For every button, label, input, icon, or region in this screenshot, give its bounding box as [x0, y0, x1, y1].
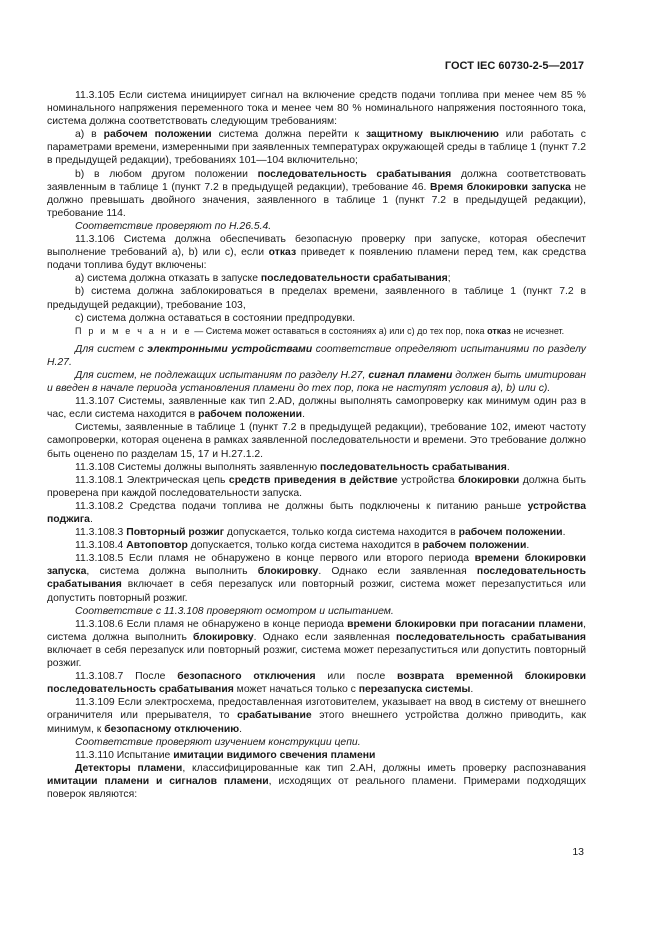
text-run: — Система может оставаться в состояниях a) или c) до тех пор, пока: [191, 325, 488, 336]
text-run: последовательности срабатывания: [260, 273, 448, 285]
text-run: 11.3.108.4: [75, 540, 127, 552]
text-run: имитации видимого свечения пламени: [173, 749, 376, 761]
text-run: последовательность срабатывания: [320, 461, 507, 473]
paragraph: [47, 89, 586, 128]
paragraph: [47, 220, 586, 233]
text-run: система должна перейти к: [211, 129, 367, 141]
text-run: отказ: [268, 247, 297, 259]
paragraph: [47, 500, 586, 526]
text-run: рабочем положении: [458, 527, 563, 539]
text-run: 11.3.108.2 Средства подачи топлива не должны быть подключены к питанию раньше: [75, 500, 528, 512]
text-run: 11.3.109 Если электросхема, предоставленная изготовителем, указывает на ввод в систему от внешнего ограничителя или прерывателя, то: [47, 697, 586, 722]
text-run: блокировку: [257, 566, 319, 578]
text-run: безопасного отключения: [177, 671, 316, 683]
text-run: Повторный розжиг: [126, 527, 225, 539]
paragraph: [47, 526, 586, 539]
text-run: , система должна выполнить: [86, 566, 258, 578]
text-run: , классифицированные как тип 2.AH, должны иметь проверку распознавания: [182, 762, 587, 774]
document-body: [47, 89, 586, 801]
text-run: приведет к появлению пламени перед тем, как средства подачи топлива будут включены:: [47, 247, 586, 272]
text-run: защитному выключению: [366, 129, 499, 141]
text-run: должен быть имитирован и введен в начале периода установления пламени до тех пор, пока не наступят условия a), b) или c).: [47, 369, 586, 395]
text-run: a) система должна отказать в запуске: [75, 273, 261, 285]
text-run: c) система должна оставаться в состоянии предпродувки.: [75, 312, 356, 324]
text-run: П р и м е ч а н и е: [75, 325, 192, 336]
paragraph: [47, 539, 586, 552]
paragraph: [47, 325, 586, 338]
text-run: устройства: [397, 474, 459, 486]
paragraph: [47, 461, 586, 474]
text-run: допускается, только когда система находится в: [187, 540, 423, 552]
text-run: .: [562, 527, 566, 539]
text-run: 11.3.108.1 Электрическая цепь: [75, 474, 229, 486]
paragraph: [47, 128, 586, 167]
paragraph: [47, 395, 586, 421]
paragraph: [47, 605, 586, 618]
text-run: допускается, только когда система находится в: [224, 527, 459, 539]
paragraph: [47, 762, 586, 801]
text-run: должна быть проверена при каждой последовательности запуска.: [47, 474, 586, 499]
text-run: средств приведения в действие: [228, 474, 398, 486]
text-run: . Однако если заявленная: [318, 566, 477, 578]
text-run: a) в: [75, 129, 104, 141]
text-run: .: [239, 723, 242, 735]
text-run: соответствие определяют испытаниями по разделу Н.27.: [47, 343, 586, 368]
text-run: 11.3.108.6 Если пламя не обнаружено в конце периода: [75, 618, 348, 630]
document-header: ГОСТ IEC 60730-2-5—2017: [444, 60, 584, 72]
text-run: , исходящих от реального пламени. Примерами подходящих поверок являются:: [47, 775, 586, 800]
text-run: Системы, заявленные в таблице 1 (пункт 7.2 в предыдущей редакции), требование 102, имеют частоту самопроверки, которая оценена в рамках заявленной последовательности и времени. Это требование должно быть оценено по разделам 15, 17 и Н.27.1.2.: [47, 422, 586, 460]
text-run: Для систем с: [75, 343, 148, 355]
text-run: безопасному отключению: [104, 723, 240, 735]
text-run: 11.3.108 Системы должны выполнять заявленную: [75, 461, 321, 473]
text-run: отказ: [487, 325, 511, 336]
text-run: . Однако если заявленная: [253, 631, 396, 643]
text-run: Автоповтор: [126, 540, 188, 552]
text-run: Время блокировки запуска: [429, 181, 571, 193]
text-run: или после: [315, 671, 398, 683]
text-run: должна соответствовать заявленным в таблице 1 (пункт 7.2 в предыдущей редакции), требование 46.: [47, 168, 586, 193]
page-number: 13: [572, 846, 584, 858]
text-run: последовательность срабатывания: [395, 631, 586, 643]
text-run: 11.3.107 Системы, заявленные как тип 2.AD, должны выполнять самопроверку как минимум один раз в час, если система находится в: [47, 396, 586, 421]
text-run: блокировку: [193, 631, 254, 643]
text-run: .: [302, 409, 305, 421]
paragraph: [47, 474, 586, 500]
text-run: времени блокировки при погасании пламени: [347, 618, 584, 630]
text-run: 11.3.105 Если система инициирует сигнал на включение средств подачи топлива при менее чем 85 % номинального напряжения переменного тока и менее чем 80 % номинального напряжения постоянного тока, система должна соответствовать следующим требованиям:: [47, 90, 586, 128]
text-run: Для систем, не подлежащих испытаниям по разделу Н.27,: [75, 369, 369, 381]
paragraph: [47, 552, 586, 604]
text-run: рабочем положении: [422, 540, 527, 552]
text-run: включает в себя перезапуск или повторный розжиг, система может перезапуститься или допустить повторный розжиг.: [47, 644, 586, 670]
text-run: срабатывание: [237, 710, 312, 722]
text-run: 11.3.108.7 После: [75, 671, 178, 683]
text-run: 11.3.106 Система должна обеспечивать безопасную проверку при запуске, которая обеспечит выполнение требований a), b) или c), если: [47, 234, 586, 259]
text-run: рабочем положении: [198, 409, 303, 421]
text-run: включает в себя перезапуск или повторный розжиг, система может перезапуститься или допустить повторный розжиг.: [47, 579, 586, 604]
paragraph: [47, 670, 586, 696]
text-run: ;: [447, 273, 451, 285]
text-run: .: [470, 684, 474, 696]
paragraph: [47, 233, 586, 272]
text-run: может начаться только с: [233, 684, 359, 696]
text-run: 11.3.108.5 Если пламя не обнаружено в конце первого или второго периода: [75, 553, 475, 565]
text-run: не должно превышать двойного значения, заявленного в таблице 1 (пункт 7.2 в предыдущей редакции), требование 114.: [47, 181, 587, 219]
text-run: .: [506, 461, 510, 473]
text-run: или работать с параметрами времени, измеренными при заявленных температурах окружающей среды в таблице 1 (пункт 7.2 в предыдущей редакции), требованиях 101—104 включительно;: [47, 129, 586, 167]
text-run: b) в любом другом положении: [75, 168, 258, 180]
text-run: возврата временной блокировки последовательность срабатывания: [47, 671, 586, 696]
text-run: последовательность срабатывания: [47, 566, 586, 591]
paragraph: [47, 369, 586, 395]
text-run: устройства поджига: [47, 500, 586, 525]
text-run: времени блокировки запуска: [47, 553, 586, 578]
text-run: последовательность срабатывания: [257, 168, 452, 180]
text-run: имитации пламени и сигналов пламени: [47, 775, 269, 787]
paragraph: [47, 312, 586, 325]
text-run: не исчезнет.: [510, 325, 565, 336]
paragraph: [47, 696, 586, 735]
paragraph: [47, 736, 586, 749]
text-run: блокировки: [458, 474, 520, 486]
paragraph: [47, 618, 586, 670]
paragraph: [47, 272, 586, 285]
text-run: Соответствие с 11.3.108 проверяют осмотром и испытанием.: [75, 605, 394, 617]
paragraph: [47, 343, 586, 369]
text-run: b) система должна заблокироваться в пределах времени, заявленного в таблице 1 (пункт 7.2 в предыдущей редакции), требование 103,: [47, 286, 586, 311]
text-run: 11.3.108.3: [75, 527, 127, 539]
text-run: электронными устройствами: [147, 343, 313, 355]
paragraph: [47, 421, 586, 460]
text-run: .: [89, 514, 93, 525]
paragraph: [47, 749, 586, 762]
text-run: сигнал пламени: [368, 369, 453, 381]
text-run: .: [526, 540, 530, 552]
text-run: рабочем положении: [103, 129, 212, 141]
paragraph: [47, 285, 586, 311]
text-run: этого внешнего устройства должно приводить, как минимум, к: [47, 710, 586, 735]
text-run: , система должна выполнить: [47, 618, 586, 643]
text-run: Соответствие проверяют по Н.26.5.4.: [75, 220, 272, 232]
text-run: перезапуска системы: [358, 684, 471, 696]
text-run: Соответствие проверяют изучением конструкции цепи.: [75, 736, 361, 748]
paragraph: [47, 168, 586, 220]
text-run: 11.3.110 Испытание: [75, 749, 174, 761]
text-run: Детекторы пламени: [75, 762, 183, 774]
